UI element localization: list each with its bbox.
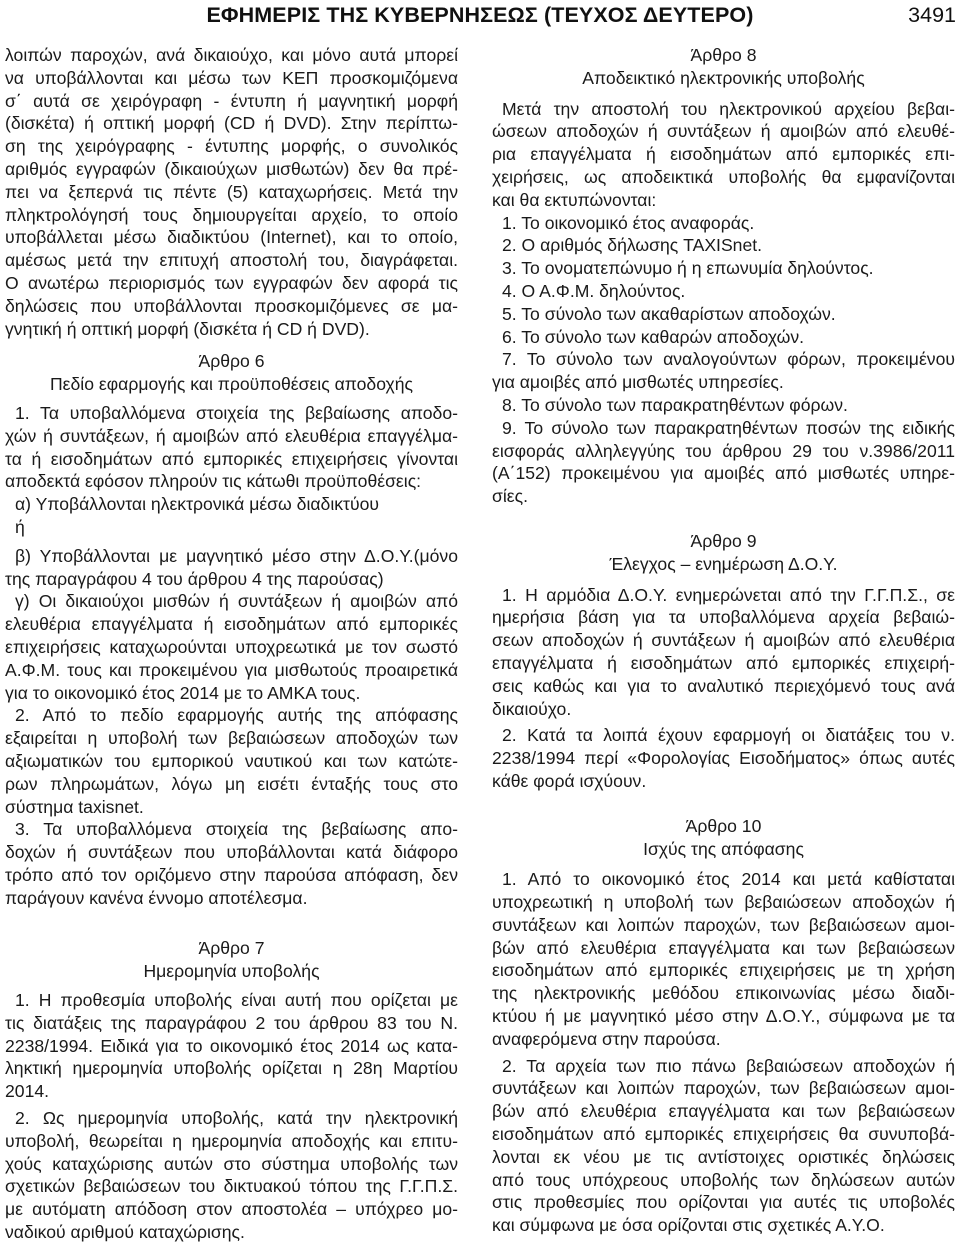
text-line: τις διατάξεις της παραγράφου 2 του άρθρου 83 του Ν.: [5, 1012, 458, 1033]
text-line: εξαιρείται η υποβολή των βεβαιώσεων αποδοχών των: [5, 728, 458, 749]
text-line: σ΄ αυτά σε χειρόγραφη - έντυπη ή μαγνητική μορφή: [5, 90, 458, 111]
text-line: Μετά την αποστολή του ηλεκτρονικού αρχείου βεβαι-: [502, 98, 955, 119]
text-line: υποβάλλεται μέσω διαδικτύου (Internet), και το οποίο,: [5, 227, 458, 248]
paragraph-6-a: α) Υποβάλλονται ηλεκτρονικά μέσω διαδικτύου: [15, 494, 380, 515]
text-line: συντάξεων και λοιπών παροχών, των βεβαιώσεων αμοι-: [492, 1078, 955, 1099]
article-10-title: Άρθρο 10: [685, 815, 762, 836]
text-line: σεων αποδοχών ή συντάξεων ή αμοιβών από ελευθέρια: [492, 630, 955, 651]
text-line: πληκτρολόγησή τους δημιουργείται αρχείο, το οποίο: [5, 204, 458, 225]
text-line: δοχών ή συντάξεων που υποβάλλονται κατά διάφορο: [5, 842, 458, 863]
text-line: 2238/1994 περί «Φορολογίας Εισοδήματος» όπως αυτές: [492, 748, 955, 769]
paragraph-8-items: [492, 212, 955, 349]
text-line: με αυτόματη απόδοση στον αποστολέα – υπόχρεο μο-: [5, 1199, 458, 1220]
text-line: εισφοράς αλληλεγγύης του άρθρου 29 του ν.3986/2011: [492, 440, 955, 461]
text-line: στις προθεσμίες που ορίζονται για αυτές τις υποβολές: [492, 1192, 955, 1213]
text-line: δικαιούχο.: [492, 698, 572, 719]
text-line: της ηλεκτρονικής μεθόδου επικοινωνίας μέσω διαδι-: [492, 983, 955, 1004]
text-line: εισοδημάτων από εμπορικές επιχειρήσεις με τη χρήση: [492, 960, 955, 981]
text-line: ση της χειρόγραφης - έντυπης μορφής, ο συνολικός: [5, 136, 458, 157]
text-line: ελευθέρια επαγγέλματα ή εισοδημάτων από εμπορικές: [5, 614, 458, 635]
text-line: επαγγέλματα ή εισοδημάτων από εμπορικές επιχειρή-: [492, 652, 955, 673]
text-line: αξιωματικών του εμπορικού ναυτικού και των κατώτε-: [5, 750, 458, 771]
text-line: υποβολή, θεωρείται η ημερομηνία αποδοχής και επιτυ-: [5, 1130, 458, 1151]
text-line: σύστημα taxisnet.: [5, 796, 144, 817]
text-line: 1. Η αρμόδια Δ.Ο.Υ. ενημερώνεται από την Γ.Γ.Π.Σ., σε: [502, 584, 955, 605]
text-line: ρων πληρωμάτων, λόγω μη εισέτι ένταξής τους στο: [5, 773, 458, 794]
text-line: ημερήσια βάση για τα υποβαλλόμενα αρχεία βεβαιώ-: [492, 607, 955, 628]
text-line: τρόπο από τον οριζόμενο στην παρούσα απόφαση, δεν: [5, 864, 458, 885]
article-10-subtitle: Ισχύς της απόφασης: [643, 838, 804, 859]
paragraph-intro: [5, 44, 458, 340]
paragraph-6-2: [5, 704, 458, 818]
text-line: ώσεων αποδοχών ή συντάξεων ή αμοιβών από ελευθέ-: [492, 121, 955, 142]
text-line: αριθμός εγγραφών (δικαιούχων μισθωτών) δεν θα πρέ-: [5, 158, 458, 179]
text-line: 1. Το οικονομικό έτος αναφοράς.: [502, 212, 755, 233]
text-line: 6. Το σύνολο των καθαρών αποδοχών.: [502, 326, 805, 347]
text-line: 2. Κατά τα λοιπά έχουν εφαρμογή οι διατάξεις του ν.: [502, 725, 955, 746]
text-line: 4. Ο Α.Φ.Μ. δηλούντος.: [502, 280, 686, 301]
paragraph-9-1: [492, 584, 955, 721]
text-line: 2. Από το πεδίο εφαρμογής αυτής της απόφασης: [15, 705, 458, 726]
text-line: κτύου ή με μαγνητικό μέσο στην Δ.Ο.Υ., σύμφωνα με τα: [492, 1006, 955, 1027]
text-line: γνητική ή οπτική μορφή (δισκέτα ή CD ή DVD).: [5, 318, 370, 339]
text-line: υποχρεωτική η υποβολή των βεβαιώσεων αποδοχών ή: [492, 892, 955, 913]
paragraph-8-8: 8. Το σύνολο των παρακρατηθέντων φόρων.: [502, 394, 848, 415]
text-line: της παραγράφου 4 του άρθρου 4 της παρούσας): [5, 568, 384, 589]
text-line: (Α΄152) προκειμένου για αμοιβές από μισθωτές υπηρε-: [492, 463, 955, 484]
text-line: γ) Οι δικαιούχοι μισθών ή συντάξεων ή αμοιβών από: [15, 591, 458, 612]
paragraph-6-c: [5, 590, 458, 704]
article-9-subtitle: Έλεγχος – ενημέρωση Δ.Ο.Υ.: [609, 553, 838, 574]
text-line: σεις καθώς και για το αναλυτικό περιεχόμενό τους ανά: [492, 675, 955, 696]
text-line: 2. Ως ημερομηνία υποβολής, κατά την ηλεκτρονική: [15, 1108, 458, 1129]
text-line: 3. Τα υποβαλλόμενα στοιχεία της βεβαίωσης απο-: [15, 819, 458, 840]
text-line: σίες.: [492, 486, 528, 507]
paragraph-8-9: [492, 417, 955, 508]
text-line: για το οικονομικό έτος 2014 με το ΑΜΚΑ τους.: [5, 682, 361, 703]
paragraph-7-2: [5, 1107, 458, 1244]
paragraph-6-3: [5, 818, 458, 909]
text-line: αναφερόμενα στην παρούσα.: [492, 1028, 721, 1049]
text-line: 1. Η προθεσμία υποβολής είναι αυτή που ορίζεται με: [15, 990, 458, 1011]
text-line: 2. Τα αρχεία των πιο πάνω βεβαιώσεων αποδοχών ή: [502, 1055, 955, 1076]
paragraph-6-b: [5, 545, 458, 591]
text-line: βών από ελευθέρια επαγγέλματα και των βεβαιώσεων: [492, 1101, 955, 1122]
text-line: 9. Το σύνολο των παρακρατηθέντων ποσών της ειδικής: [502, 417, 955, 438]
article-7-subtitle: Ημερομηνία υποβολής: [143, 961, 320, 982]
text-line: χειρήσεις, ως αποδεικτικά υποβολής θα εμφανίζονται: [492, 166, 955, 187]
text-line: για αμοιβές από μισθωτές υπηρεσίες.: [492, 372, 784, 393]
article-8-title: Άρθρο 8: [690, 45, 757, 65]
text-line: συντάξεων και λοιπών παροχών, των βεβαιώσεων αμοι-: [492, 914, 955, 935]
text-line: παράγουν κανένα έννομο αποτέλεσμα.: [5, 887, 308, 908]
right-column: [492, 44, 955, 1237]
text-line: λοιπών παροχών, ανά δικαιούχο, και μόνο αυτά μπορεί: [5, 45, 458, 65]
paragraph-8-7: [492, 348, 955, 394]
text-line: από τους υπόχρεους υποβολής των δηλώσεων αυτών: [492, 1169, 955, 1190]
text-line: Α.Φ.Μ. τους και προκειμένου για μισθωτούς προαιρετικά: [5, 659, 458, 680]
text-line: ρια επαγγέλματα ή εισοδημάτων από εμπορικές επι-: [492, 144, 955, 165]
article-6-subtitle: Πεδίο εφαρμογής και προϋποθέσεις αποδοχής: [49, 374, 414, 395]
text-line: δηλώσεις που υποβάλλονται προσκομιζόμενες σε μα-: [5, 295, 458, 316]
page-header: [0, 0, 960, 38]
text-line: β) Υποβάλλονται με μαγνητικό μέσο στην Δ.Ο.Υ.(μόνο: [15, 545, 458, 566]
text-line: να υποβάλλονται και μέσω των ΚΕΠ προσκομιζόμενα: [5, 67, 458, 88]
text-line: βών από ελευθέρια επαγγέλματα και των βεβαιώσεων: [492, 937, 955, 958]
article-7-title: Άρθρο 7: [198, 938, 265, 959]
text-line: 7. Το σύνολο των αναλογούντων φόρων, προκειμένου: [502, 349, 955, 370]
article-8-subtitle: Αποδεικτικό ηλεκτρονικής υποβολής: [582, 67, 865, 88]
text-line: 3. Το ονοματεπώνυμο ή η επωνυμία δηλούντος.: [502, 258, 874, 279]
text-line: 2. Ο αριθμός δήλωσης TAXISnet.: [502, 235, 763, 256]
text-line: 5. Το σύνολο των ακαθαρίστων αποδοχών.: [502, 303, 836, 324]
paragraph-10-1: [492, 868, 955, 1050]
text-line: 1. Τα υποβαλλόμενα στοιχεία της βεβαίωσης αποδο-: [15, 402, 458, 423]
text-line: χούς καταχώρισης αυτών στο σύστημα υποβολής των: [5, 1153, 458, 1174]
text-line: σχετικών βεβαιώσεων του δικτυακού τόπου της Γ.Γ.Π.Σ.: [5, 1176, 458, 1197]
paragraph-7-1: [5, 989, 458, 1103]
text-line: (δισκέτα) ή οπτική μορφή (CD ή DVD). Στην περίπτω-: [5, 113, 458, 134]
page-number: 3491: [908, 3, 956, 27]
text-line: επιχειρήσεις καταχωρούνται υποχρεωτικά με τον σωστό: [5, 636, 458, 657]
text-line: ληκτική ημερομηνία υποβολής ορίζεται η 28η Μαρτίου: [5, 1058, 458, 1079]
text-line: και σύμφωνα με όσα ορίζονται στις σχετικές Α.Υ.Ο.: [492, 1215, 885, 1236]
text-line: εισοδημάτων από εμπορικές επιχειρήσεις θα συνυποβά-: [492, 1124, 955, 1145]
text-line: πει να ξεπερνά τις πέντε (5) καταχωρήσεις. Μετά την: [5, 181, 458, 202]
article-6-title: Άρθρο 6: [198, 351, 265, 372]
left-column: [5, 44, 458, 1244]
text-line: 2014.: [5, 1081, 50, 1102]
text-line: κάθε φορά ισχύουν.: [492, 770, 647, 791]
paragraph-9-2: [492, 724, 955, 792]
paragraph-8-intro: [492, 98, 955, 212]
text-line: τα ή εισοδημάτων από εμπορικές επιχειρήσεις γίνονται: [5, 448, 458, 469]
text-line: αμέσως μετά την επιτυχή αποστολή του, διαγράφεται.: [5, 250, 458, 271]
article-9-title: Άρθρο 9: [690, 530, 757, 551]
gazette-title: ΕΦΗΜΕΡΙΣ ΤΗΣ ΚΥΒΕΡΝΗΣΕΩΣ (ΤΕΥΧΟΣ ΔΕΥΤΕΡΟ): [206, 3, 754, 27]
paragraph-10-2: [492, 1055, 955, 1237]
text-line: ναδικού αριθμού καταχώρισης.: [5, 1222, 245, 1243]
text-line: 2238/1994. Ειδικά για το οικονομικό έτος 2014 ως κατα-: [5, 1035, 458, 1056]
text-line: και θα εκτυπώνονται:: [492, 189, 657, 210]
text-line: Ο ανωτέρω περιορισμός των εγγραφών δεν αφορά τις: [5, 272, 458, 293]
text-line: 1. Από το οικονομικό έτος 2014 και μετά καθίσταται: [502, 869, 955, 890]
text-line: αποδεκτά εφόσον πληρούν τις κάτωθι προϋποθέσεις:: [5, 471, 422, 492]
paragraph-6-or: ή: [15, 516, 25, 537]
text-line: λονται εκ νέου με τις αντίστοιχες οριστικές δηλώσεις: [492, 1146, 955, 1167]
paragraph-6-1: [5, 402, 458, 493]
text-line: χών ή συντάξεων, ή αμοιβών από ελευθέρια επαγγέλμα-: [5, 425, 458, 446]
